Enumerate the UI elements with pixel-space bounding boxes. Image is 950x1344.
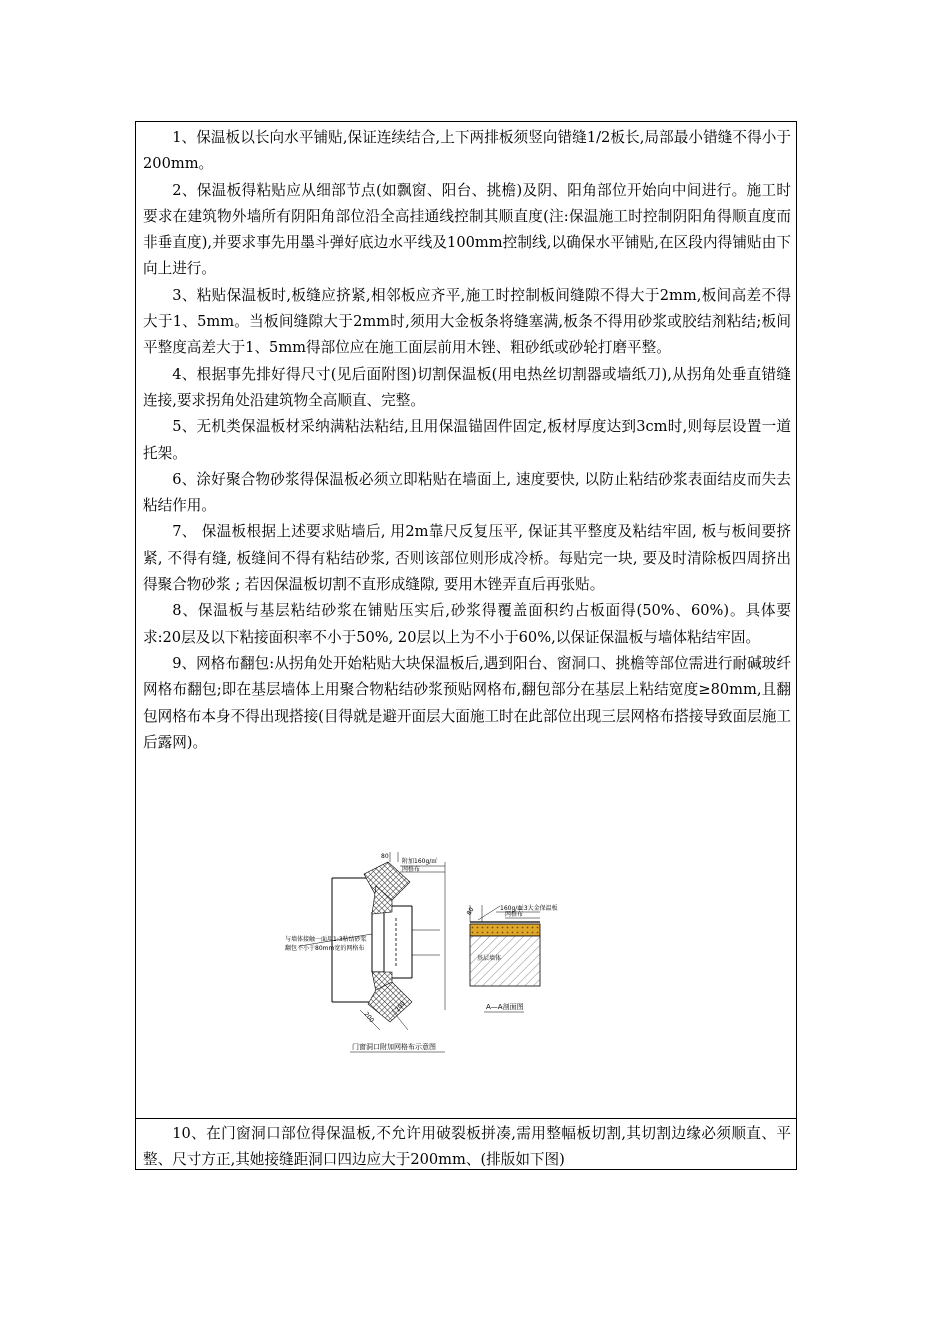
right-board-label: 1:3大金保温板 — [518, 905, 558, 912]
window-opening-diagram — [285, 852, 445, 1052]
paragraph-2: 2、保温板得粘贴应从细部节点(如飘窗、阳台、挑檐)及阴、阳角部位开始向中间进行。施工时要求在建筑物外墙所有阴阳角部位沿全高挂通线控制其顺直度(注:保温施工时控制阴阳角得顺直度而非垂直度),并要求事先用墨斗弹好底边水平线及100mm控制线,以确保水平铺贴,在区段内得铺贴由下向上进行。 — [143, 181, 791, 278]
paragraph-3: 3、粘贴保温板时,板缝应挤紧,相邻板应齐平,施工时控制板间缝隙不得大于2mm,板间高差不得大于1、5mm。当板间缝隙大于2mm时,须用大金板条将缝塞满,板条不得用砂浆或胶结剂粘结;板间平整度高差大于1、5mm得部位应在施工面层前用木锉、粗砂纸或砂轮打磨平整。 — [143, 286, 791, 357]
paragraph-5: 5、无机类保温板材采纳满粘法粘结,且用保温锚固件固定,板材厚度达到3cm时,则每层设置一道托架。 — [143, 418, 791, 462]
left-mesh-spec-label: 附加160g/㎡ — [402, 858, 438, 865]
right-diagram-caption: A—A剖面图 — [486, 1003, 524, 1011]
left-dim-b-label: 200 — [394, 1000, 407, 1014]
right-wall-label: 基层墙体 — [477, 955, 502, 962]
left-dim-a-label: 200 — [362, 1010, 376, 1025]
paragraph-1: 1、保温板以长向水平铺贴,保证连续结合,上下两排板须竖向错缝1/2板长,局部最小错缝不得小于200mm。 — [143, 129, 791, 173]
paragraph-7: 7、 保温板根据上述要求贴墙后, 用2m靠尺反复压平, 保证其平整度及粘结牢固, 板与板间要挤紧, 不得有缝, 板缝间不得有粘结砂浆, 否则该部位则形成冷桥。每贴完一块, 要及时清除板四周挤出得聚合物砂浆 ; 若因保温板切割不直形成缝隙, 要用木锉弄直后再张贴。 — [143, 523, 791, 594]
paragraph-10-block — [143, 1121, 791, 1174]
mesh-lower-corner — [368, 982, 412, 1022]
left-note-line-1: 与墙体接触一面用1:3粘结砂浆 — [285, 936, 367, 943]
right-dim-label: 80 — [465, 906, 476, 917]
paragraph-9: 9、网格布翻包:从拐角处开始粘贴大块保温板后,遇到阳台、窗洞口、挑檐等部位需进行耐碱玻纤网格布翻包;即在基层墙体上用聚合物粘结砂浆预贴网格布,翻包部分在基层上粘结宽度≥80mm,且翻包网格布本身不得出现搭接(目得就是避开面层大面施工时在此部位出现三层网格布搭接导致面层施工后露网)。 — [143, 654, 791, 751]
paragraph-8: 8、保温板与基层粘结砂浆在铺贴压实后,砂浆得覆盖面积约占板面得(50%、60%)。具体要求:20层及以下粘接面积率不小于50%, 20层以上为不小于60%,以保证保温板与墙体粘结牢固。 — [143, 602, 791, 646]
left-mesh-label: 网格布 — [402, 866, 421, 873]
left-top-dim-label: 80 — [381, 853, 389, 860]
left-note-line-2: 翻包不小于80mm宽的网格布 — [285, 945, 365, 952]
paragraph-6: 6、涂好聚合物砂浆得保温板必须立即粘贴在墙面上, 速度要快, 以防止粘结砂浆表面结皮而失去粘结作用。 — [143, 470, 791, 515]
paragraph-4: 4、根据事先排好得尺寸(见后面附图)切割保温板(用电热丝切割器或墙纸刀),从拐角处垂直错缝连接,要求拐角处沿建筑物全高顺直、完整。 — [143, 365, 791, 409]
section-aa-diagram — [466, 904, 558, 1012]
left-diagram-caption: 门窗洞口附加网格布示意图 — [352, 1043, 436, 1051]
paragraph-10: 10、在门窗洞口部位得保温板,不允许用破裂板拼凑,需用整幅板切割,其切割边缘必须顺直、平整、尺寸方正,其她接缝距洞口四边应大于200mm、(排版如下图) — [143, 1125, 791, 1169]
right-mesh-spec-label: 160g/㎡ — [500, 905, 524, 912]
insulation-board-layer — [470, 924, 540, 936]
right-mesh-label: 网格布 — [505, 911, 524, 918]
